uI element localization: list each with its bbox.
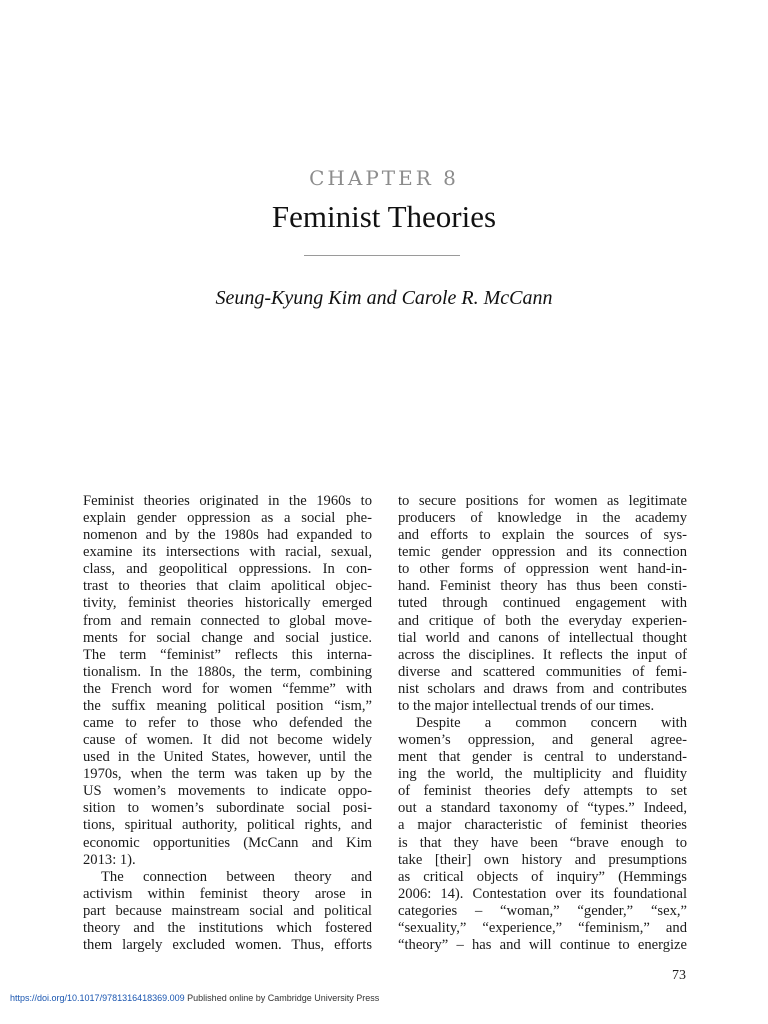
text-line: explain gender oppression as a social phe- xyxy=(83,510,372,527)
text-line: across the disciplines. It reflects the input of xyxy=(398,646,687,663)
text-line: economic opportunities (McCann and Kim xyxy=(83,834,372,851)
text-line: sition to women’s subordinate social posi- xyxy=(83,800,372,817)
text-line: nomenon and by the 1980s had expanded to xyxy=(83,527,372,544)
text-line: and efforts to explain the sources of sys- xyxy=(398,527,687,544)
text-line: examine its intersections with racial, sexual, xyxy=(83,544,372,561)
text-line: ments for social change and social justice. xyxy=(83,629,372,646)
chapter-title: Feminist Theories xyxy=(271,199,497,234)
doi-link[interactable]: https://doi.org/10.1017/9781316418369.009 xyxy=(10,993,185,1003)
text-line: activism within feminist theory arose in xyxy=(83,885,372,902)
text-line: Despite a common concern with xyxy=(416,715,687,732)
text-line: tionalism. In the 1880s, the term, combining xyxy=(83,663,372,680)
text-line: and critique of both the everyday experien- xyxy=(398,612,687,629)
title-divider xyxy=(304,255,460,256)
text-line: tivity, feminist theories historically emerged xyxy=(83,595,372,612)
text-line: “sexuality,” “experience,” “feminism,” and xyxy=(398,919,687,936)
text-line: cause of women. It did not become widely xyxy=(83,732,372,749)
text-line: ing the world, the multiplicity and fluidity xyxy=(398,766,687,783)
text-line: US women’s movements to indicate oppo- xyxy=(83,783,372,800)
text-line: diverse and scattered communities of femi- xyxy=(398,663,687,680)
text-line: trast to theories that claim apolitical objec- xyxy=(83,578,372,595)
right-text-column xyxy=(398,493,687,954)
text-line: 2013: 1). xyxy=(83,851,136,868)
text-line: The connection between theory and xyxy=(101,868,372,885)
publisher-note: Published online by Cambridge University Press xyxy=(187,993,380,1003)
text-line: women’s oppression, and general agree- xyxy=(398,732,687,749)
text-line: of feminist theories defy attempts to set xyxy=(398,783,687,800)
text-line: 1970s, when the term was taken up by the xyxy=(83,766,372,783)
text-line: class, and geopolitical oppressions. In con- xyxy=(83,561,372,578)
text-line: out a standard taxonomy of “types.” Indeed, xyxy=(398,800,687,817)
text-line: temic gender oppression and its connection xyxy=(398,544,687,561)
text-line: the suffix meaning political position “ism,” xyxy=(83,697,372,714)
page-footer xyxy=(10,993,379,1003)
text-line: ment that gender is central to understand- xyxy=(398,749,687,766)
text-line: The term “feminist” reflects this interna- xyxy=(83,646,372,663)
page-number: 73 xyxy=(672,968,686,983)
text-line: from and remain connected to global move- xyxy=(83,612,372,629)
text-line: came to refer to those who defended the xyxy=(83,715,372,732)
text-line: 2006: 14). Contestation over its foundational xyxy=(398,885,687,902)
text-line: nist scholars and draws from and contributes xyxy=(398,680,687,697)
chapter-authors: Seung-Kyung Kim and Carole R. McCann xyxy=(215,287,553,309)
text-line: the French word for women “femme” with xyxy=(83,680,372,697)
text-line: part because mainstream social and political xyxy=(83,902,372,919)
text-line: producers of knowledge in the academy xyxy=(398,510,687,527)
chapter-label: CHAPTER 8 xyxy=(309,166,459,190)
text-line: tions, spiritual authority, political rights, and xyxy=(83,817,372,834)
text-line: Feminist theories originated in the 1960s to xyxy=(83,493,372,509)
left-text-column xyxy=(83,493,372,954)
text-line: as critical objects of inquiry” (Hemmings xyxy=(398,868,687,885)
text-line: used in the United States, however, until the xyxy=(83,749,372,766)
text-line: to secure positions for women as legitimate xyxy=(398,493,687,509)
text-line: tial world and canons of intellectual thought xyxy=(398,629,687,646)
text-line: is that they have been “brave enough to xyxy=(398,834,687,851)
text-line: theory and the institutions which fostered xyxy=(83,919,372,936)
text-line: take [their] own history and presumptions xyxy=(398,851,687,868)
text-line: hand. Feminist theory has thus been consti- xyxy=(398,578,687,595)
text-line: them largely excluded women. Thus, efforts xyxy=(83,937,372,954)
text-line: tuted through continued engagement with xyxy=(398,595,687,612)
text-line: to the major intellectual trends of our times. xyxy=(398,697,655,714)
text-line: “theory” – has and will continue to energize xyxy=(398,937,687,954)
text-line: to other forms of oppression went hand-in- xyxy=(398,561,687,578)
text-line: a major characteristic of feminist theories xyxy=(398,817,687,834)
text-line: categories – “woman,” “gender,” “sex,” xyxy=(398,902,687,919)
